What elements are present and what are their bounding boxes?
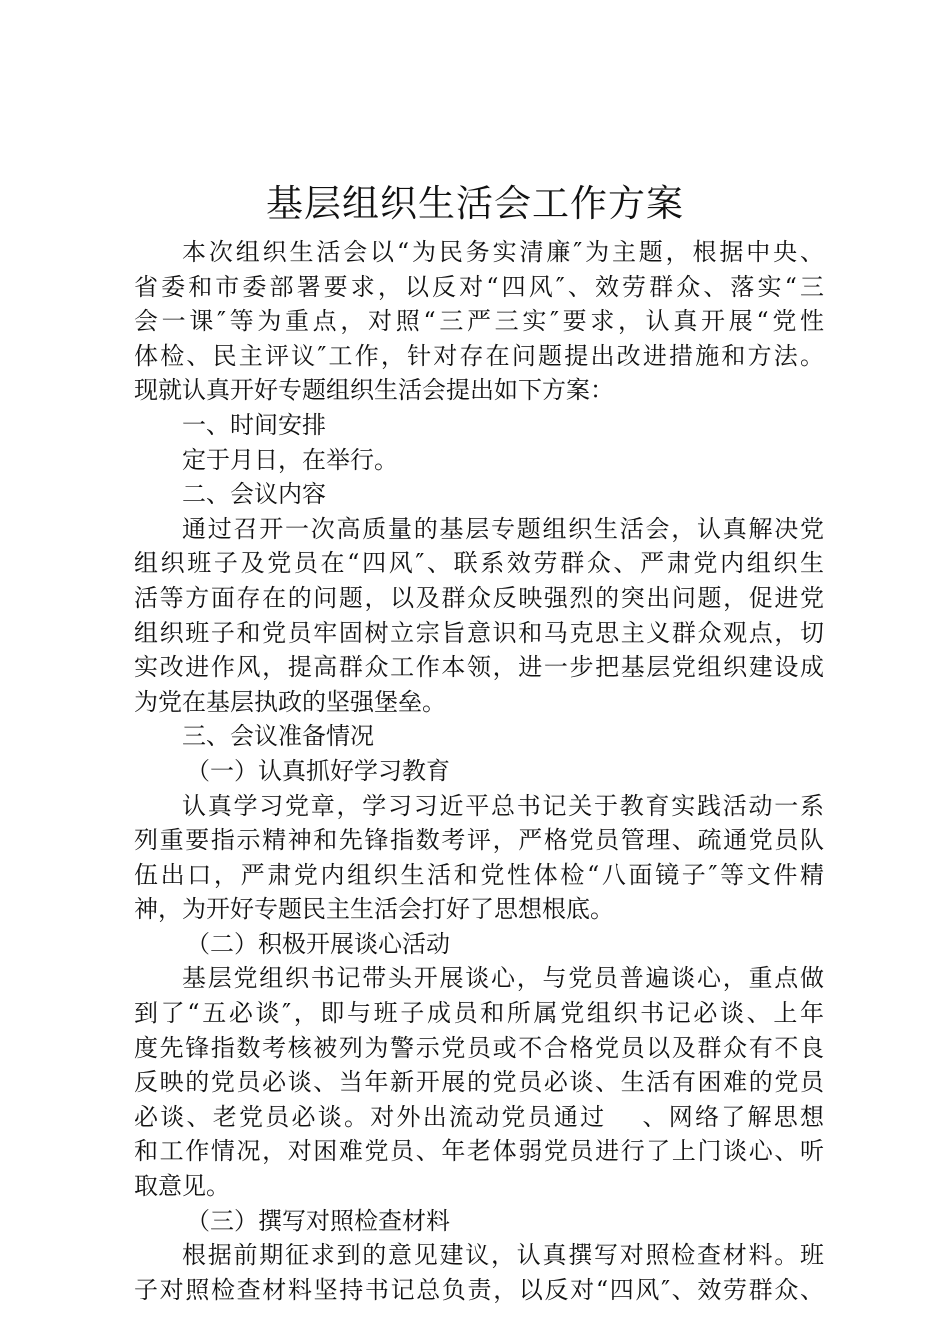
- text-line: 实改进作风，提高群众工作本领，进一步把基层党组织建设成: [134, 653, 824, 682]
- text-line: 度先锋指数考核被列为警示党员或不合格党员以及群众有不良: [134, 1033, 824, 1062]
- text-line: 二、会议内容: [182, 480, 326, 509]
- document-title: 基层组织生活会工作方案: [266, 182, 684, 225]
- text-line: 神，为开好专题民主生活会打好了思想根底。: [134, 895, 614, 924]
- text-line: 反映的党员必谈、当年新开展的党员必谈、生活有困难的党员: [134, 1068, 824, 1097]
- text-line: 认真学习党章，学习习近平总书记关于教育实践活动一系: [182, 791, 824, 820]
- text-line: 为党在基层执政的坚强堡垒。: [134, 687, 446, 716]
- text-line: 省委和市委部署要求，以反对“四风″、效劳群众、落实“三: [134, 272, 824, 301]
- text-line: 会一课″等为重点，对照“三严三实″要求，认真开展“党性: [134, 307, 824, 336]
- text-line: （一）认真抓好学习教育: [186, 756, 450, 785]
- text-line: 伍出口，严肃党内组织生活和党性体检“八面镜子″等文件精: [134, 860, 824, 889]
- text-line: 子对照检查材料坚持书记总负责，以反对“四风″、效劳群众、: [134, 1275, 824, 1304]
- text-line: 取意见。: [134, 1172, 230, 1201]
- text-line: 一、时间安排: [182, 410, 326, 439]
- text-line: （二）积极开展谈心活动: [186, 929, 450, 958]
- document-body: [134, 235, 824, 1307]
- text-line: 活等方面存在的问题，以及群众反映强烈的突出问题，促进党: [134, 583, 824, 612]
- text-line: 必谈、老党员必谈。对外出流动党员通过 、网络了解思想: [134, 1102, 824, 1131]
- text-line: 定于月日，在举行。: [182, 445, 398, 474]
- text-line: 列重要指示精神和先锋指数考评，严格党员管理、疏通党员队: [134, 826, 824, 855]
- text-line: 和工作情况，对困难党员、年老体弱党员进行了上门谈心、听: [134, 1137, 824, 1166]
- text-line: （三）撰写对照检查材料: [186, 1206, 450, 1235]
- text-line: 体检、民主评议″工作，针对存在问题提出改进措施和方法。: [134, 341, 824, 370]
- text-line: 组织班子和党员牢固树立宗旨意识和马克思主义群众观点，切: [134, 618, 824, 647]
- text-line: 本次组织生活会以“为民务实清廉″为主题，根据中央、: [182, 238, 824, 266]
- text-line: 根据前期征求到的意见建议，认真撰写对照检查材料。班: [182, 1241, 824, 1270]
- text-line: 组织班子及党员在“四风″、联系效劳群众、严肃党内组织生: [134, 549, 824, 578]
- text-line: 基层党组织书记带头开展谈心，与党员普遍谈心，重点做: [182, 964, 824, 993]
- text-line: 三、会议准备情况: [182, 722, 374, 751]
- text-line: 现就认真开好专题组织生活会提出如下方案：: [134, 376, 614, 405]
- text-line: 到了“五必谈″，即与班子成员和所属党组织书记必谈、上年: [134, 999, 824, 1028]
- text-line: 通过召开一次高质量的基层专题组织生活会，认真解决党: [182, 514, 824, 543]
